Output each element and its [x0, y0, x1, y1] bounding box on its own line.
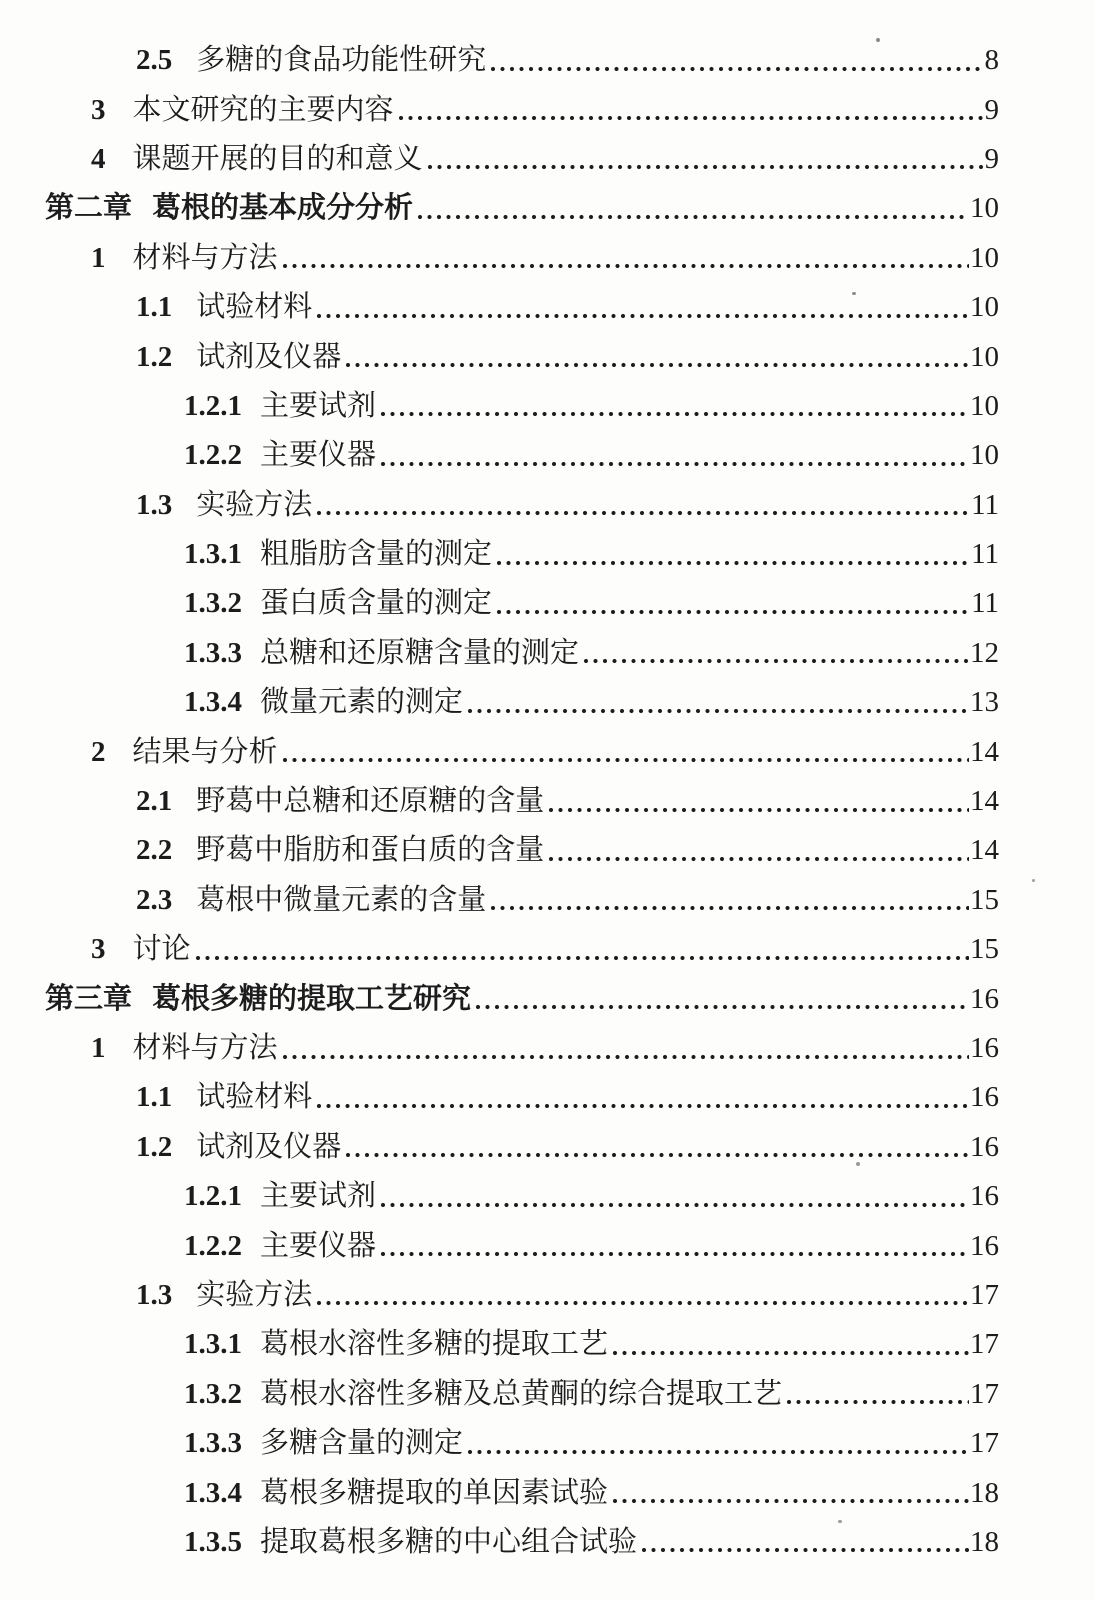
dot-leader [495, 609, 970, 615]
dot-leader [281, 263, 969, 269]
toc-entry-number: 3 [91, 933, 106, 966]
toc-entry-title: 讨论 [132, 933, 191, 966]
dot-leader [194, 955, 969, 961]
toc-entry-title: 葛根多糖的提取工艺研究 [152, 982, 472, 1015]
dot-leader [547, 856, 969, 862]
toc-entry-number: 2.1 [136, 785, 173, 818]
dot-leader [611, 1350, 969, 1356]
toc-entry-number: 1.1 [136, 291, 173, 324]
toc-entry-page-number: 10 [970, 340, 999, 373]
dot-leader [640, 1547, 969, 1553]
scan-speck [838, 1520, 842, 1523]
toc-entry-row [0, 481, 1095, 530]
toc-entry-page-number: 18 [970, 1525, 999, 1558]
toc-entry-page-number: 17 [970, 1278, 999, 1311]
dot-leader [785, 1399, 969, 1405]
toc-entry-row [0, 1172, 1095, 1221]
toc-entry-row [0, 925, 1095, 974]
toc-entry-number: 1.3.5 [184, 1525, 242, 1558]
toc-entry-number: 1.3 [136, 488, 173, 521]
toc-entry-title: 实验方法 [196, 1278, 313, 1311]
scan-speck [1032, 879, 1035, 882]
toc-entry-row [0, 1123, 1095, 1172]
toc-entry-row [0, 1468, 1095, 1517]
toc-entry-row [0, 85, 1095, 134]
dot-leader [379, 461, 969, 467]
toc-entry-number: 1.2.2 [184, 439, 242, 472]
toc-entry-row [0, 135, 1095, 184]
toc-entry-title: 材料与方法 [132, 241, 278, 274]
toc-entry-title: 野葛中总糖和还原糖的含量 [196, 785, 545, 818]
toc-entry-title: 粗脂肪含量的测定 [260, 538, 493, 571]
toc-entry-number: 1.2.1 [184, 389, 242, 422]
toc-entry-page-number: 17 [970, 1328, 999, 1361]
dot-leader [315, 510, 970, 516]
toc-entry-title: 葛根的基本成分分析 [152, 192, 414, 225]
toc-entry-row [0, 1271, 1095, 1320]
dot-leader [379, 1202, 969, 1208]
toc-entry-title: 葛根中微量元素的含量 [196, 883, 487, 916]
toc-entry-title: 主要试剂 [260, 1180, 377, 1213]
toc-entry-title: 材料与方法 [132, 1032, 278, 1064]
toc-entry-number: 第二章 [45, 192, 133, 225]
toc-entry-title: 葛根水溶性多糖的提取工艺 [260, 1328, 609, 1361]
toc-entry-title: 实验方法 [196, 488, 313, 521]
toc-entry-title: 主要试剂 [260, 389, 377, 422]
dot-leader [489, 905, 969, 911]
toc-entry-number: 1.2 [136, 340, 173, 373]
toc-entry-number: 1.1 [136, 1081, 173, 1114]
toc-entry-number: 1.2 [136, 1130, 173, 1163]
scan-speck [852, 292, 856, 295]
toc-entry-page-number: 10 [970, 291, 999, 324]
dot-leader [379, 1251, 969, 1257]
toc-entry-number: 1.3.4 [184, 1476, 242, 1509]
toc-entry-title: 蛋白质含量的测定 [260, 587, 493, 620]
toc-entry-page-number: 16 [970, 1229, 999, 1262]
toc-entry-row [0, 1221, 1095, 1270]
toc-entry-number: 1 [91, 241, 106, 274]
toc-entry-title: 微量元素的测定 [260, 686, 464, 719]
toc-entry-number: 4 [91, 142, 106, 175]
toc-entry-number: 2 [91, 735, 106, 768]
dot-leader [315, 313, 969, 319]
dot-leader [466, 1449, 969, 1455]
toc-entry-page-number: 17 [970, 1427, 999, 1460]
toc-entry-row [0, 1320, 1095, 1369]
toc-entry-row [0, 184, 1095, 233]
dot-leader [281, 757, 969, 763]
toc-entry-title: 多糖的食品功能性研究 [196, 44, 487, 77]
toc-entry-page-number: 13 [970, 686, 999, 719]
toc-entry-number: 1.3 [136, 1278, 173, 1311]
toc-entry-page-number: 18 [970, 1476, 999, 1509]
toc-entry-number: 2.5 [136, 44, 173, 77]
toc-entry-title: 课题开展的目的和意义 [132, 142, 423, 175]
toc-entry-row [0, 876, 1095, 925]
toc-entry-row [0, 332, 1095, 381]
toc-entry-number: 1.3.3 [184, 636, 242, 669]
dot-leader [466, 708, 969, 714]
dot-leader [416, 214, 969, 220]
toc-entry-page-number: 16 [970, 982, 999, 1015]
toc-entry-title: 本文研究的主要内容 [132, 93, 394, 126]
toc-entry-page-number: 10 [970, 241, 999, 274]
toc-entry-title: 试验材料 [196, 291, 313, 324]
toc-entry-number: 1.3.3 [184, 1427, 242, 1460]
toc-entry-number: 第三章 [45, 982, 133, 1015]
toc-entry-row [0, 1073, 1095, 1122]
dot-leader [495, 560, 970, 566]
toc-entry-page-number: 15 [970, 933, 999, 966]
dot-leader [315, 1300, 969, 1306]
toc-entry-number: 1.3.2 [184, 1377, 242, 1410]
toc-entry-page-number: 14 [970, 785, 999, 818]
toc-entry-page-number: 16 [970, 1032, 999, 1064]
toc-entry-row [0, 283, 1095, 332]
toc-entry-number: 1.3.1 [184, 538, 242, 571]
dot-leader [582, 658, 969, 664]
toc-entry-number: 1.2.1 [184, 1180, 242, 1213]
toc-entry-row [0, 629, 1095, 678]
toc-entry-number: 2.2 [136, 834, 173, 867]
toc-entry-page-number: 10 [970, 192, 999, 225]
toc-list [0, 36, 1095, 1567]
toc-entry-number: 3 [91, 93, 106, 126]
dot-leader [547, 807, 969, 813]
dot-leader [315, 1103, 969, 1109]
dot-leader [611, 1498, 969, 1504]
toc-entry-number: 1.3.4 [184, 686, 242, 719]
toc-entry-number: 1.3.2 [184, 587, 242, 620]
dot-leader [426, 164, 984, 170]
toc-entry-page-number: 16 [970, 1180, 999, 1213]
dot-leader [379, 411, 969, 417]
toc-entry-row [0, 777, 1095, 826]
toc-entry-row [0, 382, 1095, 431]
toc-entry-page-number: 9 [984, 142, 999, 175]
toc-entry-page-number: 14 [970, 735, 999, 768]
toc-entry-row [0, 234, 1095, 283]
toc-entry-row [0, 1024, 1095, 1073]
toc-entry-row [0, 530, 1095, 579]
toc-entry-row [0, 1419, 1095, 1468]
dot-leader [489, 66, 983, 72]
toc-entry-number: 1.3.1 [184, 1328, 242, 1361]
toc-entry-row [0, 678, 1095, 727]
toc-entry-page-number: 12 [970, 636, 999, 669]
dot-leader [344, 362, 969, 368]
toc-entry-page-number: 15 [970, 883, 999, 916]
toc-entry-row [0, 826, 1095, 875]
toc-entry-page-number: 10 [970, 439, 999, 472]
toc-entry-title: 主要仪器 [260, 439, 377, 472]
toc-entry-page-number: 14 [970, 834, 999, 867]
dot-leader [281, 1054, 969, 1060]
toc-entry-page-number: 11 [971, 587, 999, 620]
toc-entry-number: 2.3 [136, 883, 173, 916]
toc-entry-title: 结果与分析 [132, 735, 278, 768]
toc-entry-row [0, 36, 1095, 85]
toc-entry-title: 试验材料 [196, 1081, 313, 1114]
toc-entry-row [0, 1370, 1095, 1419]
toc-entry-row [0, 727, 1095, 776]
toc-entry-title: 葛根多糖提取的单因素试验 [260, 1476, 609, 1509]
toc-entry-title: 试剂及仪器 [196, 1130, 342, 1163]
toc-entry-title: 主要仪器 [260, 1229, 377, 1262]
scan-speck [876, 38, 880, 42]
toc-entry-number: 1.2.2 [184, 1229, 242, 1262]
toc-entry-title: 葛根水溶性多糖及总黄酮的综合提取工艺 [260, 1377, 783, 1410]
toc-entry-page-number: 17 [970, 1377, 999, 1410]
toc-entry-title: 提取葛根多糖的中心组合试验 [260, 1525, 638, 1558]
toc-entry-page-number: 10 [970, 389, 999, 422]
toc-entry-page-number: 8 [984, 44, 999, 77]
toc-entry-page-number: 16 [970, 1130, 999, 1163]
dot-leader [344, 1152, 969, 1158]
toc-entry-page-number: 9 [984, 93, 999, 126]
scan-speck [856, 1162, 860, 1166]
toc-entry-title: 多糖含量的测定 [260, 1427, 464, 1460]
toc-entry-row [0, 579, 1095, 628]
toc-entry-number: 1 [91, 1032, 106, 1064]
toc-entry-row [0, 431, 1095, 480]
toc-entry-title: 试剂及仪器 [196, 340, 342, 373]
toc-entry-title: 总糖和还原糖含量的测定 [260, 636, 580, 669]
dot-leader [397, 115, 984, 121]
dot-leader [474, 1004, 969, 1010]
toc-entry-row [0, 1518, 1095, 1567]
toc-entry-page-number: 11 [971, 538, 999, 571]
toc-entry-page-number: 11 [971, 488, 999, 521]
toc-entry-page-number: 16 [970, 1081, 999, 1114]
toc-entry-title: 野葛中脂肪和蛋白质的含量 [196, 834, 545, 867]
toc-entry-row [0, 974, 1095, 1023]
